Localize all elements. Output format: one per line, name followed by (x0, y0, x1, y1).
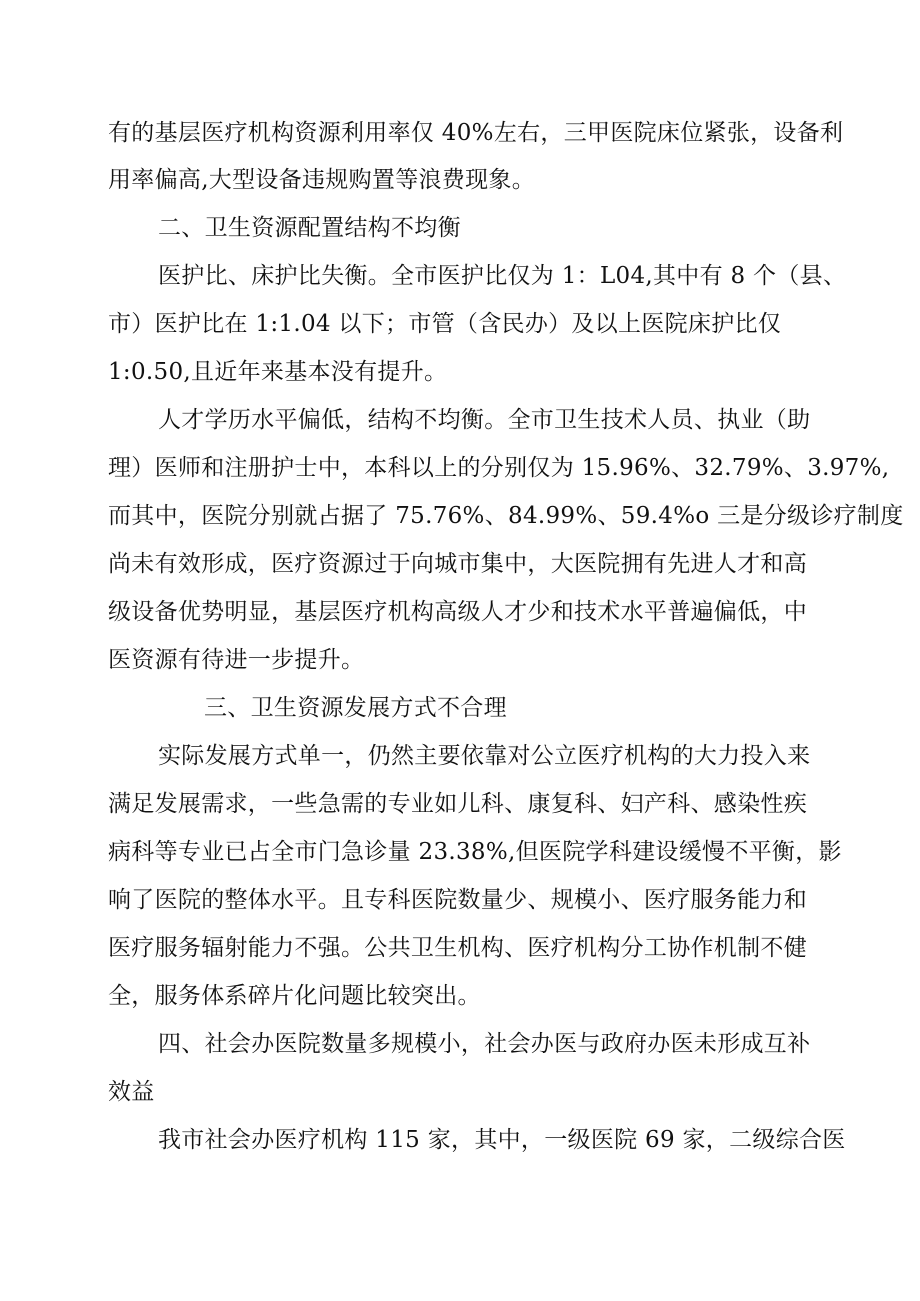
text-line: 理）医师和注册护士中，本科以上的分别仅为 15.96%、32.79%、3.97%, (108, 455, 890, 481)
text-line: 人才学历水平偏低，结构不均衡。全市卫生技术人员、执业（助 (158, 407, 811, 433)
text-line: 医资源有待进一步提升。 (108, 647, 365, 673)
section-heading: 二、卫生资源配置结构不均衡 (158, 215, 461, 241)
text-line: 尚未有效形成，医疗资源过于向城市集中，大医院拥有先进人才和高 (108, 551, 807, 577)
text-line: 满足发展需求，一些急需的专业如儿科、康复科、妇产科、感染性疾 (108, 791, 807, 817)
text-line: 而其中，医院分别就占据了 75.76%、84.99%、59.4%o 三是分级诊疗制度 (108, 503, 904, 529)
text-line: 我市社会办医疗机构 115 家，其中，一级医院 69 家，二级综合医 (158, 1127, 846, 1153)
section-heading: 三、卫生资源发展方式不合理 (204, 695, 507, 721)
text-line: 1:0.50,且近年来基本没有提升。 (108, 359, 448, 385)
text-line: 有的基层医疗机构资源利用率仅 40%左右，三甲医院床位紧张，设备利 (108, 120, 844, 146)
text-line: 医护比、床护比失衡。全市医护比仅为 1：L04,其中有 8 个（县、 (158, 263, 847, 289)
text-line: 市）医护比在 1:1.04 以下；市管（含民办）及以上医院床护比仅 (108, 311, 782, 337)
text-line: 医疗服务辐射能力不强。公共卫生机构、医疗机构分工协作机制不健 (108, 935, 807, 961)
text-line: 实际发展方式单一，仍然主要依靠对公立医疗机构的大力投入来 (158, 743, 811, 769)
section-heading-continuation: 效益 (108, 1079, 155, 1105)
section-heading: 四、社会办医院数量多规模小，社会办医与政府办医未形成互补 (158, 1031, 811, 1057)
text-line: 用率偏高,大型设备违规购置等浪费现象。 (108, 167, 536, 193)
text-line: 全，服务体系碎片化问题比较突出。 (108, 983, 481, 1009)
text-line: 响了医院的整体水平。且专科医院数量少、规模小、医疗服务能力和 (108, 887, 807, 913)
text-line: 病科等专业已占全市门急诊量 23.38%,但医院学科建设缓慢不平衡，影 (108, 839, 842, 865)
text-line: 级设备优势明显，基层医疗机构高级人才少和技术水平普遍偏低，中 (108, 599, 807, 625)
